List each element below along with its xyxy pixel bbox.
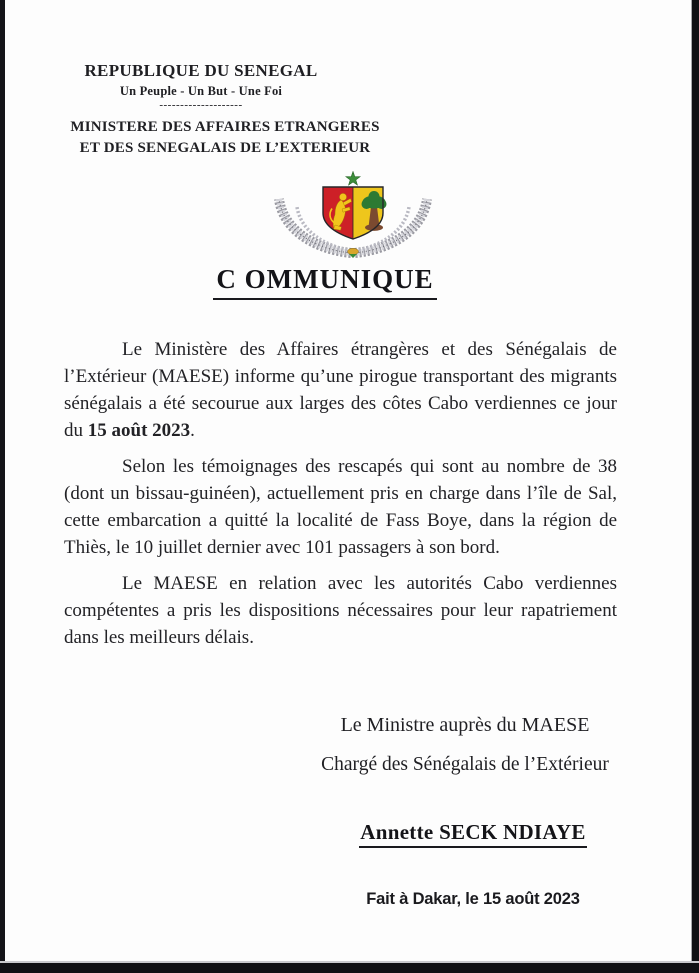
- motto-line: Un Peuple - Un But - Une Foi: [119, 84, 283, 98]
- communique-paragraph: Le Ministère des Affaires étrangères et des Sénégalais de l’Extérieur (MAESE) informe qu’une pirogue transportant des migrants sénégalais a été secourue aux larges des côtes Cabo verdiennes ce jour du 15 août 2023.: [64, 339, 617, 441]
- republic-line: REPUBLIQUE DU SENEGAL: [84, 61, 318, 80]
- photo-edge-right: [691, 0, 699, 973]
- place-and-date: Fait à Dakar, le 15 août 2023: [366, 890, 580, 908]
- photo-edge-left: [0, 0, 5, 973]
- star-icon: [346, 172, 360, 186]
- ministry-block: [62, 117, 388, 159]
- signatory-role-line-1: Le Ministre auprès du MAESE: [340, 714, 590, 736]
- communique-paragraph: Le MAESE en relation avec les autorités Cabo verdiennes compétentes a pris les dispositions nécessaires pour leur rapatriement dans les meilleurs délais.: [64, 573, 617, 648]
- shield: [323, 187, 387, 239]
- communique-paragraph: Selon les témoignages des rescapés qui sont au nombre de 38 (dont un bissau-guinéen), actuellement pris en charge dans l’île de Sal, cette embarcation a quitté la localité de Fass Boye, dans la région de Thiès, le 10 juillet dernier avec 101 passagers à son bord.: [64, 456, 617, 558]
- communique-title: C OMMUNIQUE: [213, 264, 436, 300]
- ministry-line-1: MINISTERE DES AFFAIRES ETRANGERES: [70, 119, 380, 135]
- photo-edge-bottom: [0, 961, 699, 973]
- signature-block: [300, 712, 630, 909]
- ministry-line-2: ET DES SENEGALAIS DE L’EXTERIEUR: [79, 140, 371, 156]
- senegal-coat-of-arms-icon: [273, 171, 433, 259]
- title-row: [0, 264, 650, 300]
- signatory-role-line-2: Chargé des Sénégalais de l’Extérieur: [321, 754, 609, 775]
- communique-body: [64, 336, 617, 660]
- signatory-name: Annette SECK NDIAYE: [359, 820, 586, 848]
- separator-dashes: --------------------: [159, 99, 243, 111]
- letterhead: [60, 60, 342, 111]
